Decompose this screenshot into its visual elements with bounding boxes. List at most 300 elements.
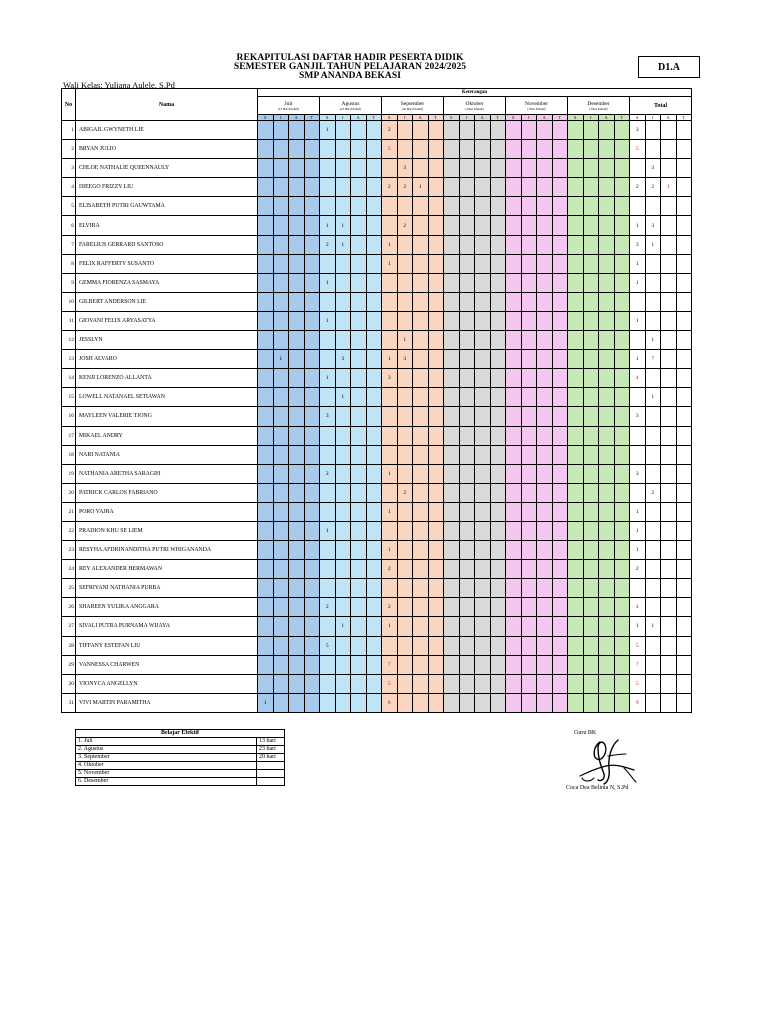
attendance-cell-desember-t <box>614 311 630 330</box>
attendance-cell-desember-s <box>568 159 584 178</box>
total-cell-t <box>676 655 692 674</box>
attendance-cell-november-s <box>506 617 522 636</box>
attendance-cell-agustus-t <box>366 216 382 235</box>
attendance-cell-juli-i <box>273 636 289 655</box>
attendance-cell-juli-t <box>304 140 320 159</box>
attendance-cell-desember-s <box>568 521 584 540</box>
attendance-cell-september-t <box>428 655 444 674</box>
attendance-cell-oktober-t <box>490 369 506 388</box>
total-cell-s: 2 <box>630 560 646 579</box>
attendance-cell-desember-s <box>568 121 584 140</box>
attendance-cell-september-a <box>413 693 429 712</box>
total-cell-t <box>676 159 692 178</box>
attendance-cell-september-a <box>413 655 429 674</box>
attendance-cell-november-s <box>506 350 522 369</box>
attendance-cell-juli-a <box>289 292 305 311</box>
attendance-cell-november-t <box>552 369 568 388</box>
attendance-cell-september-a <box>413 464 429 483</box>
row-number: 6 <box>62 216 76 235</box>
attendance-cell-juli-t <box>304 521 320 540</box>
attendance-cell-oktober-s <box>444 121 460 140</box>
attendance-cell-desember-t <box>614 140 630 159</box>
attendance-cell-agustus-i <box>335 579 351 598</box>
table-row <box>62 483 692 502</box>
attendance-cell-desember-s <box>568 598 584 617</box>
total-cell-i: 2 <box>645 178 661 197</box>
attendance-cell-desember-i <box>583 674 599 693</box>
attendance-cell-september-s <box>382 445 398 464</box>
total-cell-a <box>661 369 677 388</box>
attendance-cell-juli-t <box>304 579 320 598</box>
attendance-cell-oktober-i <box>459 655 475 674</box>
attendance-cell-november-a <box>537 483 553 502</box>
attendance-cell-agustus-i <box>335 197 351 216</box>
attendance-cell-november-a <box>537 541 553 560</box>
attendance-cell-oktober-s <box>444 560 460 579</box>
month-header-november <box>506 97 568 115</box>
attendance-cell-september-t <box>428 560 444 579</box>
table-row <box>62 197 692 216</box>
attendance-cell-oktober-t <box>490 178 506 197</box>
total-cell-s: 4 <box>630 369 646 388</box>
row-number: 22 <box>62 521 76 540</box>
attendance-cell-oktober-t <box>490 541 506 560</box>
attendance-cell-september-s: 2 <box>382 178 398 197</box>
attendance-cell-juli-a <box>289 350 305 369</box>
attendance-cell-juli-i <box>273 579 289 598</box>
attendance-cell-juli-t <box>304 464 320 483</box>
total-cell-i <box>645 655 661 674</box>
attendance-cell-september-a <box>413 311 429 330</box>
attendance-cell-oktober-t <box>490 617 506 636</box>
attendance-cell-agustus-a <box>351 674 367 693</box>
attendance-cell-oktober-a <box>475 502 491 521</box>
attendance-cell-oktober-i <box>459 636 475 655</box>
month-header-desember <box>568 97 630 115</box>
attendance-cell-desember-a <box>599 426 615 445</box>
attendance-cell-oktober-t <box>490 674 506 693</box>
attendance-cell-agustus-s <box>320 388 336 407</box>
attendance-cell-september-a <box>413 216 429 235</box>
attendance-cell-november-t <box>552 388 568 407</box>
attendance-cell-oktober-i <box>459 350 475 369</box>
attendance-cell-juli-i <box>273 197 289 216</box>
attendance-cell-november-a <box>537 388 553 407</box>
attendance-cell-juli-t <box>304 159 320 178</box>
attendance-cell-september-a <box>413 579 429 598</box>
attendance-cell-september-i <box>397 560 413 579</box>
attendance-cell-juli-s <box>258 235 274 254</box>
attendance-cell-juli-t <box>304 121 320 140</box>
attendance-cell-oktober-t <box>490 407 506 426</box>
total-cell-i <box>645 579 661 598</box>
total-cell-a <box>661 464 677 483</box>
letter-header-a: A <box>289 115 305 121</box>
attendance-cell-agustus-i: 1 <box>335 388 351 407</box>
attendance-cell-november-i <box>521 560 537 579</box>
attendance-cell-agustus-i <box>335 655 351 674</box>
student-name: VIONYCA ANGELLYN <box>76 674 258 693</box>
attendance-cell-desember-s <box>568 254 584 273</box>
student-name: CHLOE NATHALIE QUEENNAULY <box>76 159 258 178</box>
attendance-cell-oktober-a <box>475 560 491 579</box>
total-cell-i <box>645 598 661 617</box>
attendance-cell-agustus-i <box>335 273 351 292</box>
attendance-cell-november-a <box>537 159 553 178</box>
attendance-cell-desember-s <box>568 292 584 311</box>
attendance-cell-oktober-t <box>490 579 506 598</box>
row-number: 19 <box>62 464 76 483</box>
attendance-cell-desember-a <box>599 178 615 197</box>
student-name: SHAREEN YULIKA ANGGARA <box>76 598 258 617</box>
student-name: MAYLEEN VALERIE TJONG <box>76 407 258 426</box>
col-nama-header: Nama <box>76 89 258 121</box>
belajar-efektif-row <box>76 746 285 754</box>
attendance-cell-oktober-s <box>444 502 460 521</box>
attendance-cell-oktober-t <box>490 693 506 712</box>
attendance-cell-juli-s <box>258 426 274 445</box>
student-name: VIVI MARTIN PARAMITHA <box>76 693 258 712</box>
attendance-cell-juli-a <box>289 541 305 560</box>
attendance-cell-november-i <box>521 693 537 712</box>
attendance-cell-september-i <box>397 426 413 445</box>
attendance-cell-september-i: 2 <box>397 216 413 235</box>
attendance-cell-desember-i <box>583 541 599 560</box>
attendance-cell-oktober-a <box>475 521 491 540</box>
attendance-cell-november-s <box>506 311 522 330</box>
total-cell-t <box>676 521 692 540</box>
attendance-cell-agustus-a <box>351 502 367 521</box>
efektif-days-value: 20 hari <box>257 754 285 762</box>
attendance-cell-agustus-t <box>366 560 382 579</box>
table-row <box>62 617 692 636</box>
total-cell-i <box>645 273 661 292</box>
attendance-cell-agustus-t <box>366 426 382 445</box>
attendance-cell-oktober-i <box>459 235 475 254</box>
attendance-cell-november-s <box>506 292 522 311</box>
attendance-cell-september-i <box>397 541 413 560</box>
attendance-cell-november-t <box>552 636 568 655</box>
total-cell-t <box>676 292 692 311</box>
row-number: 20 <box>62 483 76 502</box>
student-name: GEMMA FIORENZA SASMAYA <box>76 273 258 292</box>
letter-header-t: T <box>614 115 630 121</box>
attendance-cell-agustus-t <box>366 140 382 159</box>
attendance-cell-oktober-i <box>459 407 475 426</box>
attendance-cell-oktober-a <box>475 693 491 712</box>
attendance-cell-oktober-a <box>475 331 491 350</box>
letter-header-a: A <box>413 115 429 121</box>
attendance-cell-desember-t <box>614 426 630 445</box>
month-effective-days: ( Hari Efektif) <box>465 106 484 111</box>
attendance-cell-oktober-t <box>490 464 506 483</box>
attendance-cell-desember-i <box>583 407 599 426</box>
attendance-cell-agustus-a <box>351 521 367 540</box>
attendance-cell-november-a <box>537 292 553 311</box>
table-row <box>62 350 692 369</box>
student-name: JOSH ALVARO <box>76 350 258 369</box>
attendance-cell-september-s <box>382 273 398 292</box>
attendance-cell-juli-s <box>258 311 274 330</box>
attendance-cell-juli-s <box>258 273 274 292</box>
attendance-cell-juli-a <box>289 617 305 636</box>
attendance-cell-oktober-i <box>459 541 475 560</box>
attendance-cell-agustus-s: 1 <box>320 369 336 388</box>
attendance-cell-november-a <box>537 235 553 254</box>
attendance-cell-september-t <box>428 693 444 712</box>
attendance-cell-oktober-a <box>475 541 491 560</box>
total-cell-a <box>661 693 677 712</box>
attendance-cell-november-s <box>506 579 522 598</box>
attendance-cell-oktober-a <box>475 140 491 159</box>
attendance-cell-juli-t <box>304 636 320 655</box>
total-cell-s: 7 <box>630 655 646 674</box>
attendance-cell-september-s <box>382 521 398 540</box>
attendance-cell-agustus-a <box>351 178 367 197</box>
attendance-cell-september-t <box>428 369 444 388</box>
attendance-cell-september-t <box>428 579 444 598</box>
total-cell-s: 3 <box>630 407 646 426</box>
letter-header-i: I <box>583 115 599 121</box>
attendance-cell-agustus-a <box>351 331 367 350</box>
attendance-cell-oktober-t <box>490 140 506 159</box>
belajar-efektif-row <box>76 778 285 786</box>
student-name: RESYHA AFDRINANDITHA PUTRI WHIGANANDA <box>76 541 258 560</box>
total-cell-s: 3 <box>630 464 646 483</box>
attendance-cell-juli-s <box>258 388 274 407</box>
attendance-cell-november-a <box>537 369 553 388</box>
attendance-cell-september-a <box>413 502 429 521</box>
total-cell-t <box>676 445 692 464</box>
attendance-cell-november-i <box>521 579 537 598</box>
attendance-cell-november-i <box>521 388 537 407</box>
attendance-cell-november-t <box>552 598 568 617</box>
attendance-cell-oktober-t <box>490 388 506 407</box>
student-name: NATHANIA ARETHA SARAGIH <box>76 464 258 483</box>
attendance-cell-juli-a <box>289 426 305 445</box>
attendance-cell-september-t <box>428 311 444 330</box>
attendance-cell-oktober-a <box>475 674 491 693</box>
attendance-cell-desember-s <box>568 483 584 502</box>
attendance-cell-oktober-a <box>475 407 491 426</box>
attendance-cell-agustus-a <box>351 311 367 330</box>
letter-header-t: T <box>428 115 444 121</box>
attendance-cell-november-a <box>537 121 553 140</box>
attendance-cell-juli-a <box>289 140 305 159</box>
attendance-cell-september-a <box>413 331 429 350</box>
letter-header-a: A <box>351 115 367 121</box>
attendance-cell-november-a <box>537 636 553 655</box>
attendance-cell-juli-i <box>273 216 289 235</box>
efektif-days-value: 13 hari <box>257 738 285 746</box>
month-name: Oktober <box>465 100 484 107</box>
attendance-cell-agustus-a <box>351 235 367 254</box>
attendance-cell-november-t <box>552 502 568 521</box>
attendance-cell-juli-a <box>289 311 305 330</box>
total-cell-a <box>661 311 677 330</box>
attendance-cell-oktober-s <box>444 617 460 636</box>
attendance-cell-oktober-i <box>459 216 475 235</box>
attendance-cell-september-i: 3 <box>397 159 413 178</box>
total-cell-a <box>661 426 677 445</box>
student-name: REY ALEXANDER HERMAWAN <box>76 560 258 579</box>
attendance-cell-desember-i <box>583 254 599 273</box>
attendance-cell-september-i <box>397 521 413 540</box>
row-number: 8 <box>62 254 76 273</box>
attendance-cell-juli-i: 1 <box>273 350 289 369</box>
attendance-cell-desember-t <box>614 235 630 254</box>
wali-kelas: Wali Kelas: Yuliana Aulele, S.Pd <box>63 80 175 90</box>
attendance-cell-september-a <box>413 121 429 140</box>
attendance-cell-september-a <box>413 140 429 159</box>
attendance-cell-desember-i <box>583 292 599 311</box>
attendance-cell-oktober-s <box>444 388 460 407</box>
attendance-cell-september-s: 2 <box>382 560 398 579</box>
attendance-cell-agustus-t <box>366 483 382 502</box>
attendance-cell-juli-i <box>273 598 289 617</box>
attendance-cell-agustus-i: 1 <box>335 235 351 254</box>
total-cell-i <box>645 541 661 560</box>
attendance-cell-agustus-s <box>320 426 336 445</box>
attendance-cell-juli-a <box>289 159 305 178</box>
total-cell-a <box>661 560 677 579</box>
attendance-cell-november-i <box>521 369 537 388</box>
attendance-cell-september-a <box>413 674 429 693</box>
row-number: 29 <box>62 655 76 674</box>
attendance-cell-september-t <box>428 636 444 655</box>
attendance-cell-oktober-i <box>459 273 475 292</box>
attendance-cell-juli-t <box>304 197 320 216</box>
total-cell-s: 1 <box>630 502 646 521</box>
letter-header-a: A <box>537 115 553 121</box>
attendance-cell-agustus-s <box>320 674 336 693</box>
attendance-cell-september-i <box>397 445 413 464</box>
title-line-1: REKAPITULASI DAFTAR HADIR PESERTA DIDIK <box>236 53 464 63</box>
attendance-cell-agustus-i <box>335 636 351 655</box>
total-cell-a <box>661 636 677 655</box>
letter-header-t: T <box>676 115 692 121</box>
attendance-cell-desember-a <box>599 121 615 140</box>
attendance-cell-desember-i <box>583 178 599 197</box>
attendance-cell-september-s <box>382 292 398 311</box>
attendance-cell-september-a <box>413 292 429 311</box>
attendance-cell-agustus-i <box>335 674 351 693</box>
attendance-cell-september-t <box>428 541 444 560</box>
belajar-efektif-row <box>76 770 285 778</box>
attendance-cell-juli-t <box>304 617 320 636</box>
attendance-cell-desember-s <box>568 502 584 521</box>
attendance-cell-desember-i <box>583 445 599 464</box>
attendance-cell-agustus-t <box>366 464 382 483</box>
attendance-cell-september-s <box>382 331 398 350</box>
attendance-cell-desember-t <box>614 331 630 350</box>
attendance-cell-desember-s <box>568 369 584 388</box>
total-cell-i <box>645 636 661 655</box>
attendance-cell-november-i <box>521 292 537 311</box>
attendance-cell-agustus-i <box>335 426 351 445</box>
letter-header-i: I <box>521 115 537 121</box>
attendance-cell-desember-s <box>568 426 584 445</box>
attendance-cell-november-s <box>506 197 522 216</box>
attendance-cell-september-i <box>397 369 413 388</box>
total-cell-s: 1 <box>630 311 646 330</box>
attendance-cell-september-s: 1 <box>382 350 398 369</box>
attendance-cell-agustus-i <box>335 598 351 617</box>
attendance-cell-november-s <box>506 502 522 521</box>
attendance-cell-desember-i <box>583 235 599 254</box>
attendance-cell-juli-t <box>304 674 320 693</box>
attendance-cell-november-a <box>537 311 553 330</box>
attendance-cell-juli-s <box>258 197 274 216</box>
attendance-cell-november-t <box>552 617 568 636</box>
student-name: FELIX RAFFERTY SUSANTO <box>76 254 258 273</box>
attendance-cell-desember-a <box>599 292 615 311</box>
attendance-cell-september-s <box>382 388 398 407</box>
attendance-cell-agustus-s: 1 <box>320 216 336 235</box>
attendance-cell-juli-s <box>258 254 274 273</box>
total-cell-i <box>645 197 661 216</box>
attendance-cell-november-i <box>521 426 537 445</box>
attendance-cell-juli-a <box>289 216 305 235</box>
month-name: Juli <box>284 100 293 107</box>
attendance-cell-november-i <box>521 350 537 369</box>
attendance-cell-oktober-s <box>444 693 460 712</box>
letter-header-i: I <box>335 115 351 121</box>
attendance-cell-oktober-a <box>475 311 491 330</box>
keterangan-header: Keterangan <box>258 89 692 97</box>
total-cell-t <box>676 197 692 216</box>
attendance-cell-agustus-t <box>366 445 382 464</box>
attendance-cell-oktober-i <box>459 426 475 445</box>
row-number: 25 <box>62 579 76 598</box>
attendance-cell-september-i: 3 <box>397 350 413 369</box>
attendance-cell-juli-t <box>304 426 320 445</box>
attendance-cell-desember-a <box>599 464 615 483</box>
attendance-cell-september-a <box>413 273 429 292</box>
total-cell-i <box>645 369 661 388</box>
attendance-cell-september-t <box>428 121 444 140</box>
attendance-cell-oktober-i <box>459 483 475 502</box>
attendance-cell-agustus-t <box>366 254 382 273</box>
attendance-cell-november-i <box>521 331 537 350</box>
attendance-cell-oktober-s <box>444 273 460 292</box>
table-row <box>62 674 692 693</box>
letter-header-t: T <box>366 115 382 121</box>
attendance-cell-agustus-t <box>366 579 382 598</box>
total-cell-i: 1 <box>645 388 661 407</box>
attendance-cell-juli-a <box>289 369 305 388</box>
row-number: 13 <box>62 350 76 369</box>
attendance-cell-september-a <box>413 197 429 216</box>
attendance-cell-oktober-a <box>475 235 491 254</box>
class-code-box: D1.A <box>638 56 700 78</box>
attendance-cell-desember-i <box>583 388 599 407</box>
attendance-cell-desember-s <box>568 464 584 483</box>
attendance-cell-agustus-s <box>320 617 336 636</box>
attendance-cell-juli-a <box>289 178 305 197</box>
guru-bk-label: Guru BK <box>574 730 597 736</box>
attendance-cell-agustus-i <box>335 521 351 540</box>
attendance-cell-september-a <box>413 636 429 655</box>
attendance-cell-desember-t <box>614 598 630 617</box>
total-cell-a <box>661 445 677 464</box>
total-cell-t <box>676 140 692 159</box>
letter-header-i: I <box>273 115 289 121</box>
efektif-days-value <box>257 762 285 770</box>
attendance-cell-november-t <box>552 121 568 140</box>
table-row <box>62 159 692 178</box>
attendance-cell-agustus-s <box>320 579 336 598</box>
